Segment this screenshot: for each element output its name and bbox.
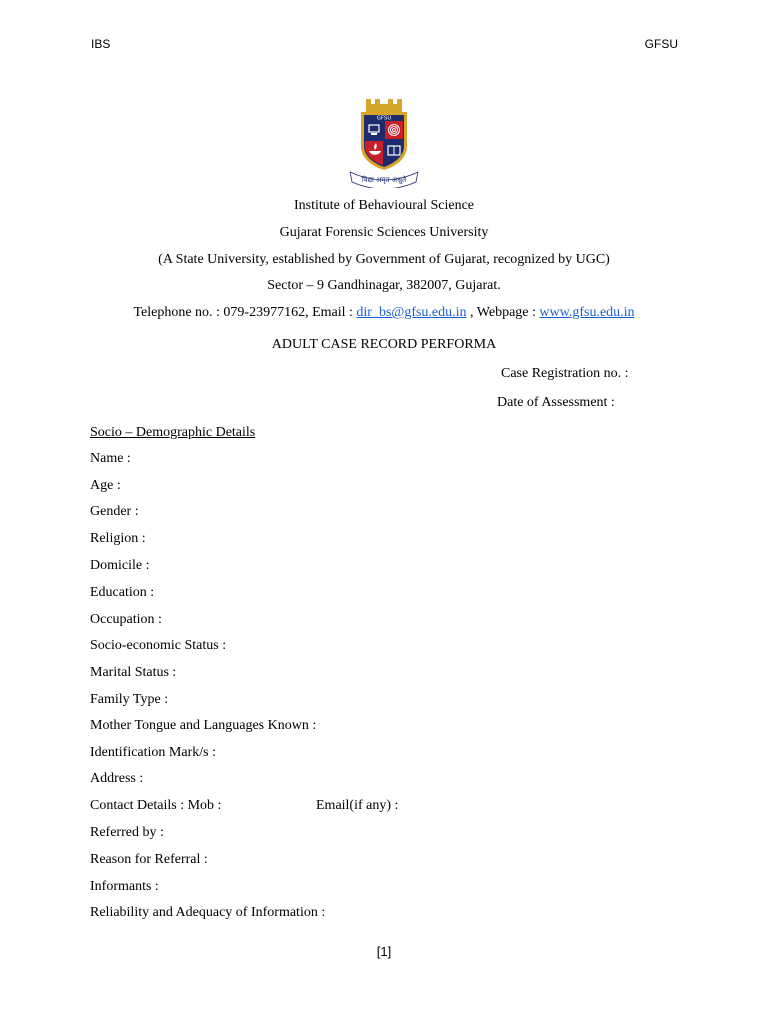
- date-of-assessment-label: Date of Assessment :: [497, 395, 615, 410]
- field-occupation: Occupation :: [90, 612, 162, 627]
- webpage-link[interactable]: www.gfsu.edu.in: [539, 305, 635, 320]
- field-religion: Religion :: [90, 531, 146, 546]
- university-status: (A State University, established by Government of Gujarat, recognized by UGC): [158, 252, 610, 267]
- field-gender: Gender :: [90, 504, 139, 519]
- section-title: Socio – Demographic Details: [90, 425, 256, 440]
- field-marital-status: Marital Status :: [90, 665, 177, 680]
- field-domicile: Domicile :: [90, 558, 150, 573]
- form-title: ADULT CASE RECORD PERFORMA: [271, 337, 497, 352]
- field-referred-by: Referred by :: [90, 825, 164, 840]
- crown-icon: [366, 99, 402, 112]
- institute-name: Institute of Behavioural Science: [294, 198, 474, 213]
- case-registration-label: Case Registration no. :: [501, 366, 629, 381]
- field-mother-tongue: Mother Tongue and Languages Known :: [90, 718, 317, 733]
- email-link[interactable]: dir_bs@gfsu.edu.in: [356, 305, 467, 320]
- webpage-prefix-text: , Webpage :: [466, 305, 540, 320]
- seal-motto-text: विद्या अमृत अश्नुते: [361, 176, 407, 184]
- field-education: Education :: [90, 585, 155, 600]
- page-number: [1]: [376, 944, 392, 959]
- field-contact-mob: Contact Details : Mob :: [90, 798, 222, 813]
- gfsu-seal-logo: [344, 96, 424, 188]
- telephone-text: Telephone no. : 079-23977162, Email :: [133, 305, 357, 320]
- field-identification-marks: Identification Mark/s :: [90, 745, 216, 760]
- field-socio-economic-status: Socio-economic Status :: [90, 638, 227, 653]
- field-age: Age :: [90, 478, 121, 493]
- university-address: Sector – 9 Gandhinagar, 382007, Gujarat.: [267, 278, 501, 293]
- header-right-text: GFSU: [644, 37, 678, 51]
- field-reliability: Reliability and Adequacy of Information :: [90, 905, 326, 920]
- field-address: Address :: [90, 771, 144, 786]
- contact-line: [0, 305, 768, 321]
- field-informants: Informants :: [90, 879, 159, 894]
- header-left-text: IBS: [91, 37, 111, 51]
- shield-quadrant-tl: [365, 121, 383, 139]
- field-reason-for-referral: Reason for Referral :: [90, 852, 208, 867]
- university-name: Gujarat Forensic Sciences University: [279, 225, 489, 240]
- field-family-type: Family Type :: [90, 692, 169, 707]
- field-name: Name :: [90, 451, 131, 466]
- field-contact-email: Email(if any) :: [316, 798, 399, 813]
- seal-banner-text: GFSU: [376, 115, 392, 122]
- shield-quadrant-tr: [385, 121, 403, 139]
